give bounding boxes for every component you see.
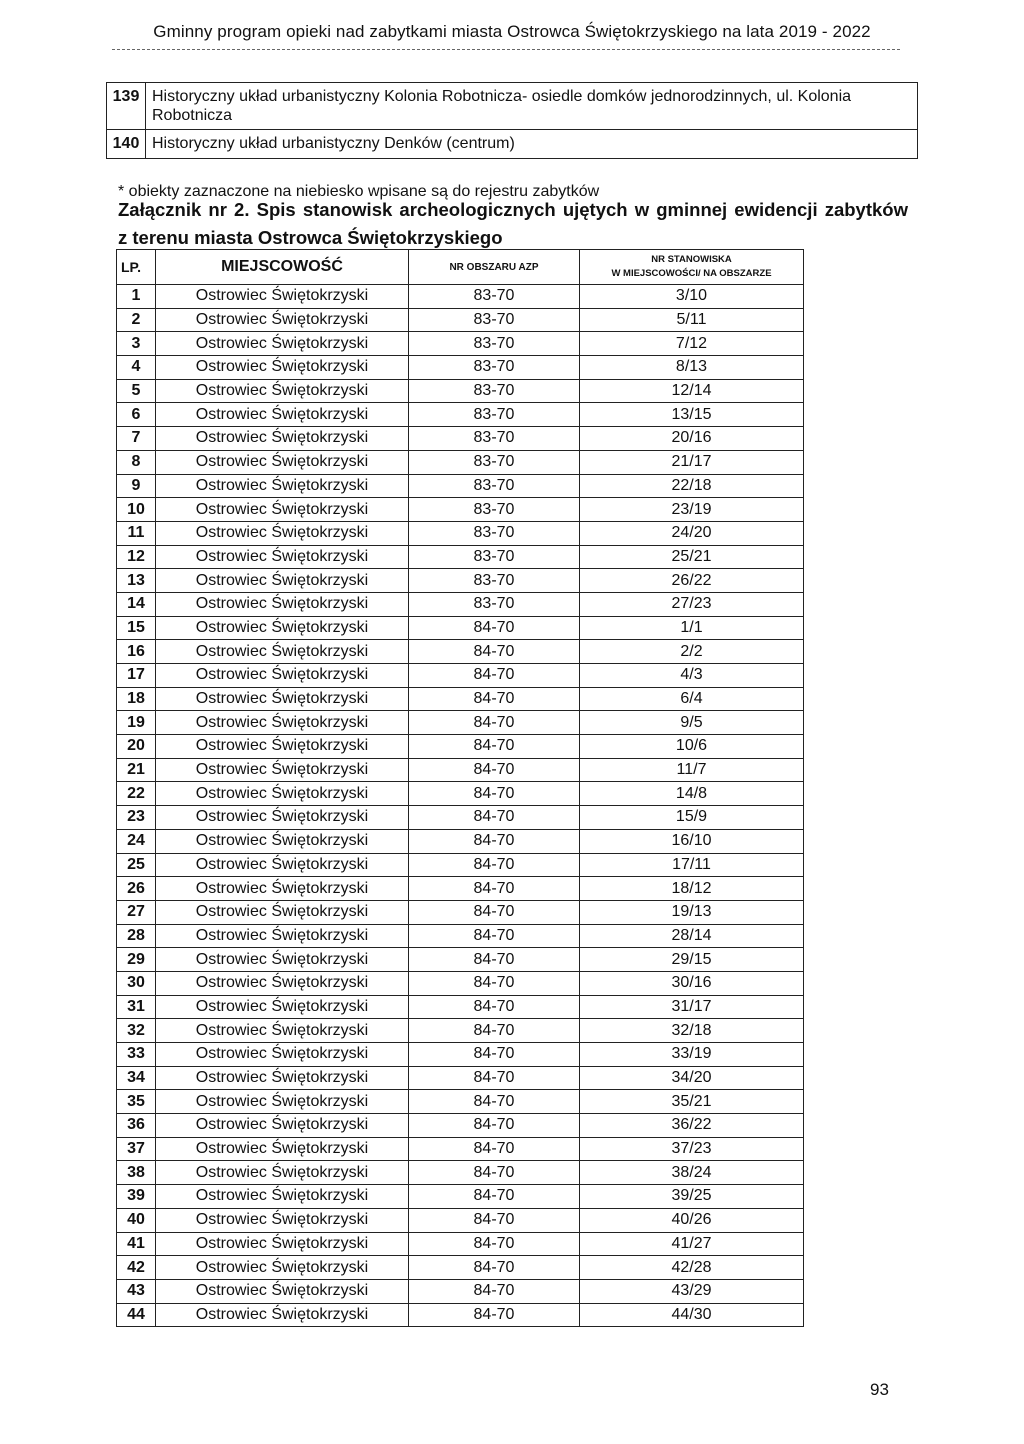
cell-lp: 21 — [117, 758, 156, 782]
cell-site-number: 5/11 — [580, 308, 804, 332]
table-row — [117, 545, 804, 569]
annex-title — [118, 196, 908, 252]
table-row — [117, 877, 804, 901]
cell-azp-area: 84-70 — [409, 924, 580, 948]
cell-site-number: 13/15 — [580, 403, 804, 427]
cell-locality: Ostrowiec Świętokrzyski — [156, 427, 409, 451]
table-row — [117, 640, 804, 664]
table-row — [117, 806, 804, 830]
annex-title-line-2: z terenu miasta Ostrowca Świętokrzyskiego — [118, 227, 503, 248]
cell-locality: Ostrowiec Świętokrzyski — [156, 853, 409, 877]
cell-lp: 26 — [117, 877, 156, 901]
cell-locality: Ostrowiec Świętokrzyski — [156, 616, 409, 640]
annex-title-line-1: Załącznik nr 2. Spis stanowisk archeologicznych ujętych w gminnej ewidencji zabytków — [118, 199, 908, 220]
cell-site-number: 9/5 — [580, 711, 804, 735]
cell-azp-area: 84-70 — [409, 640, 580, 664]
cell-locality: Ostrowiec Świętokrzyski — [156, 498, 409, 522]
cell-lp: 30 — [117, 971, 156, 995]
table-row — [117, 758, 804, 782]
page-number: 93 — [870, 1380, 889, 1399]
table-row — [117, 1137, 804, 1161]
column-header-locality: MIEJSCOWOŚĆ — [156, 250, 409, 285]
cell-lp: 11 — [117, 521, 156, 545]
cell-azp-area: 83-70 — [409, 379, 580, 403]
cell-azp-area: 84-70 — [409, 1161, 580, 1185]
cell-site-number: 20/16 — [580, 427, 804, 451]
cell-locality: Ostrowiec Świętokrzyski — [156, 1090, 409, 1114]
table-row — [117, 924, 804, 948]
cell-azp-area: 84-70 — [409, 853, 580, 877]
cell-lp: 6 — [117, 403, 156, 427]
cell-azp-area: 84-70 — [409, 877, 580, 901]
cell-locality: Ostrowiec Świętokrzyski — [156, 356, 409, 380]
cell-lp: 14 — [117, 592, 156, 616]
cell-lp: 19 — [117, 711, 156, 735]
cell-lp: 40 — [117, 1208, 156, 1232]
table-row — [117, 308, 804, 332]
cell-azp-area: 84-70 — [409, 1185, 580, 1209]
table-row — [117, 403, 804, 427]
cell-lp: 39 — [117, 1185, 156, 1209]
cell-locality: Ostrowiec Świętokrzyski — [156, 758, 409, 782]
cell-azp-area: 83-70 — [409, 474, 580, 498]
cell-site-number: 31/17 — [580, 995, 804, 1019]
cell-lp: 5 — [117, 379, 156, 403]
cell-site-number: 15/9 — [580, 806, 804, 830]
cell-lp: 31 — [117, 995, 156, 1019]
cell-azp-area: 84-70 — [409, 758, 580, 782]
cell-site-number: 36/22 — [580, 1114, 804, 1138]
cell-locality: Ostrowiec Świętokrzyski — [156, 1114, 409, 1138]
cell-site-number: 29/15 — [580, 948, 804, 972]
row-number: 140 — [107, 130, 146, 159]
cell-azp-area: 83-70 — [409, 285, 580, 309]
table-row — [117, 1256, 804, 1280]
cell-azp-area: 84-70 — [409, 1208, 580, 1232]
cell-locality: Ostrowiec Świętokrzyski — [156, 1208, 409, 1232]
cell-azp-area: 83-70 — [409, 427, 580, 451]
cell-locality: Ostrowiec Świętokrzyski — [156, 782, 409, 806]
cell-lp: 15 — [117, 616, 156, 640]
cell-locality: Ostrowiec Świętokrzyski — [156, 1043, 409, 1067]
cell-locality: Ostrowiec Świętokrzyski — [156, 474, 409, 498]
cell-lp: 37 — [117, 1137, 156, 1161]
cell-site-number: 30/16 — [580, 971, 804, 995]
cell-lp: 28 — [117, 924, 156, 948]
cell-site-number: 32/18 — [580, 1019, 804, 1043]
table-row — [117, 450, 804, 474]
table-row — [117, 687, 804, 711]
cell-site-number: 27/23 — [580, 592, 804, 616]
cell-site-number: 35/21 — [580, 1090, 804, 1114]
cell-lp: 4 — [117, 356, 156, 380]
cell-lp: 43 — [117, 1279, 156, 1303]
cell-locality: Ostrowiec Świętokrzyski — [156, 285, 409, 309]
cell-lp: 23 — [117, 806, 156, 830]
cell-azp-area: 84-70 — [409, 829, 580, 853]
cell-lp: 25 — [117, 853, 156, 877]
cell-site-number: 24/20 — [580, 521, 804, 545]
cell-site-number: 42/28 — [580, 1256, 804, 1280]
cell-locality: Ostrowiec Świętokrzyski — [156, 1256, 409, 1280]
cell-lp: 24 — [117, 829, 156, 853]
cell-locality: Ostrowiec Świętokrzyski — [156, 735, 409, 759]
cell-locality: Ostrowiec Świętokrzyski — [156, 308, 409, 332]
cell-lp: 8 — [117, 450, 156, 474]
cell-locality: Ostrowiec Świętokrzyski — [156, 1279, 409, 1303]
table-row — [117, 735, 804, 759]
table-row — [117, 1114, 804, 1138]
cell-azp-area: 84-70 — [409, 1279, 580, 1303]
cell-locality: Ostrowiec Świętokrzyski — [156, 971, 409, 995]
cell-locality: Ostrowiec Świętokrzyski — [156, 664, 409, 688]
table-row — [117, 569, 804, 593]
cell-locality: Ostrowiec Świętokrzyski — [156, 1185, 409, 1209]
cell-lp: 42 — [117, 1256, 156, 1280]
cell-locality: Ostrowiec Świętokrzyski — [156, 948, 409, 972]
cell-lp: 17 — [117, 664, 156, 688]
cell-site-number: 11/7 — [580, 758, 804, 782]
table-row — [117, 379, 804, 403]
table-row — [117, 616, 804, 640]
table-row — [117, 948, 804, 972]
cell-lp: 1 — [117, 285, 156, 309]
cell-azp-area: 84-70 — [409, 1043, 580, 1067]
header-divider — [112, 49, 900, 50]
cell-lp: 36 — [117, 1114, 156, 1138]
cell-site-number: 4/3 — [580, 664, 804, 688]
cell-site-number: 12/14 — [580, 379, 804, 403]
cell-azp-area: 84-70 — [409, 1019, 580, 1043]
cell-site-number: 10/6 — [580, 735, 804, 759]
archaeological-sites-table — [116, 249, 804, 1327]
cell-locality: Ostrowiec Świętokrzyski — [156, 332, 409, 356]
cell-lp: 33 — [117, 1043, 156, 1067]
cell-locality: Ostrowiec Świętokrzyski — [156, 1232, 409, 1256]
cell-locality: Ostrowiec Świętokrzyski — [156, 687, 409, 711]
table-row — [117, 592, 804, 616]
cell-locality: Ostrowiec Świętokrzyski — [156, 450, 409, 474]
table-row — [117, 427, 804, 451]
table-row — [117, 829, 804, 853]
table-row — [117, 498, 804, 522]
cell-locality: Ostrowiec Świętokrzyski — [156, 569, 409, 593]
cell-site-number: 19/13 — [580, 900, 804, 924]
cell-lp: 35 — [117, 1090, 156, 1114]
cell-locality: Ostrowiec Świętokrzyski — [156, 640, 409, 664]
cell-locality: Ostrowiec Świętokrzyski — [156, 545, 409, 569]
cell-site-number: 28/14 — [580, 924, 804, 948]
cell-lp: 34 — [117, 1066, 156, 1090]
cell-site-number: 37/23 — [580, 1137, 804, 1161]
cell-azp-area: 84-70 — [409, 735, 580, 759]
cell-site-number: 14/8 — [580, 782, 804, 806]
cell-site-number: 17/11 — [580, 853, 804, 877]
cell-lp: 13 — [117, 569, 156, 593]
table-row — [107, 83, 918, 130]
cell-site-number: 1/1 — [580, 616, 804, 640]
table-row — [117, 1303, 804, 1327]
cell-azp-area: 83-70 — [409, 569, 580, 593]
table-row — [117, 1066, 804, 1090]
table-row — [117, 474, 804, 498]
cell-site-number: 6/4 — [580, 687, 804, 711]
cell-lp: 32 — [117, 1019, 156, 1043]
cell-site-number: 22/18 — [580, 474, 804, 498]
page-header: Gminny program opieki nad zabytkami miasta Ostrowca Świętokrzyskiego na lata 2019 - 2022 — [153, 22, 871, 41]
cell-site-number: 2/2 — [580, 640, 804, 664]
site-header-line-2: W MIEJSCOWOŚCI/ NA OBSZARZE — [611, 268, 772, 279]
cell-lp: 44 — [117, 1303, 156, 1327]
cell-azp-area: 84-70 — [409, 1090, 580, 1114]
cell-site-number: 26/22 — [580, 569, 804, 593]
row-description: Historyczny układ urbanistyczny Kolonia Robotnicza- osiedle domków jednorodzinnych, ul. Kolonia Robotnicza — [146, 83, 918, 130]
cell-lp: 10 — [117, 498, 156, 522]
cell-azp-area: 83-70 — [409, 498, 580, 522]
cell-locality: Ostrowiec Świętokrzyski — [156, 900, 409, 924]
cell-azp-area: 83-70 — [409, 356, 580, 380]
cell-locality: Ostrowiec Świętokrzyski — [156, 1066, 409, 1090]
cell-locality: Ostrowiec Świętokrzyski — [156, 877, 409, 901]
cell-site-number: 41/27 — [580, 1232, 804, 1256]
row-number: 139 — [107, 83, 146, 130]
cell-lp: 38 — [117, 1161, 156, 1185]
cell-azp-area: 84-70 — [409, 1114, 580, 1138]
cell-site-number: 40/26 — [580, 1208, 804, 1232]
cell-azp-area: 84-70 — [409, 806, 580, 830]
cell-site-number: 25/21 — [580, 545, 804, 569]
cell-locality: Ostrowiec Świętokrzyski — [156, 924, 409, 948]
cell-locality: Ostrowiec Świętokrzyski — [156, 1137, 409, 1161]
footnote: * obiekty zaznaczone na niebiesko wpisane są do rejestru zabytków — [118, 183, 600, 200]
cell-site-number: 16/10 — [580, 829, 804, 853]
cell-azp-area: 84-70 — [409, 971, 580, 995]
cell-locality: Ostrowiec Świętokrzyski — [156, 995, 409, 1019]
cell-lp: 29 — [117, 948, 156, 972]
table-body — [117, 285, 804, 1327]
table-row — [117, 1208, 804, 1232]
cell-site-number: 43/29 — [580, 1279, 804, 1303]
cell-lp: 3 — [117, 332, 156, 356]
cell-azp-area: 83-70 — [409, 308, 580, 332]
cell-azp-area: 84-70 — [409, 1256, 580, 1280]
table-row — [117, 1279, 804, 1303]
cell-site-number: 34/20 — [580, 1066, 804, 1090]
table-row — [117, 853, 804, 877]
table-row — [117, 664, 804, 688]
cell-azp-area: 83-70 — [409, 545, 580, 569]
cell-azp-area: 84-70 — [409, 995, 580, 1019]
cell-lp: 22 — [117, 782, 156, 806]
cell-azp-area: 84-70 — [409, 664, 580, 688]
table-row — [117, 711, 804, 735]
table-row — [117, 1161, 804, 1185]
table-row — [117, 1185, 804, 1209]
table-header-row — [117, 250, 804, 285]
cell-site-number: 7/12 — [580, 332, 804, 356]
cell-azp-area: 83-70 — [409, 592, 580, 616]
table-row — [117, 782, 804, 806]
cell-locality: Ostrowiec Świętokrzyski — [156, 1019, 409, 1043]
table-row — [117, 1090, 804, 1114]
table-row — [117, 971, 804, 995]
cell-site-number: 3/10 — [580, 285, 804, 309]
cell-lp: 16 — [117, 640, 156, 664]
table-row — [117, 521, 804, 545]
cell-locality: Ostrowiec Świętokrzyski — [156, 592, 409, 616]
column-header-site-number — [580, 250, 804, 285]
cell-site-number: 21/17 — [580, 450, 804, 474]
cell-site-number: 39/25 — [580, 1185, 804, 1209]
cell-azp-area: 84-70 — [409, 948, 580, 972]
cell-azp-area: 84-70 — [409, 1232, 580, 1256]
cell-site-number: 33/19 — [580, 1043, 804, 1067]
cell-site-number: 44/30 — [580, 1303, 804, 1327]
table-row — [117, 356, 804, 380]
cell-azp-area: 84-70 — [409, 687, 580, 711]
table-row — [117, 900, 804, 924]
cell-azp-area: 84-70 — [409, 1066, 580, 1090]
cell-azp-area: 83-70 — [409, 521, 580, 545]
monuments-table-continued — [106, 82, 918, 159]
column-header-lp: LP. — [117, 250, 156, 285]
cell-lp: 20 — [117, 735, 156, 759]
cell-azp-area: 84-70 — [409, 1137, 580, 1161]
cell-locality: Ostrowiec Świętokrzyski — [156, 521, 409, 545]
cell-site-number: 38/24 — [580, 1161, 804, 1185]
cell-azp-area: 84-70 — [409, 1303, 580, 1327]
cell-site-number: 8/13 — [580, 356, 804, 380]
table-row — [117, 995, 804, 1019]
cell-azp-area: 83-70 — [409, 332, 580, 356]
cell-locality: Ostrowiec Świętokrzyski — [156, 379, 409, 403]
cell-locality: Ostrowiec Świętokrzyski — [156, 1303, 409, 1327]
cell-lp: 2 — [117, 308, 156, 332]
cell-locality: Ostrowiec Świętokrzyski — [156, 403, 409, 427]
cell-lp: 18 — [117, 687, 156, 711]
table-row — [117, 1043, 804, 1067]
cell-locality: Ostrowiec Świętokrzyski — [156, 806, 409, 830]
table-row — [117, 1019, 804, 1043]
cell-site-number: 18/12 — [580, 877, 804, 901]
cell-locality: Ostrowiec Świętokrzyski — [156, 1161, 409, 1185]
table-row — [117, 285, 804, 309]
cell-azp-area: 84-70 — [409, 900, 580, 924]
cell-lp: 41 — [117, 1232, 156, 1256]
cell-lp: 12 — [117, 545, 156, 569]
column-header-azp-area: NR OBSZARU AZP — [409, 250, 580, 285]
cell-lp: 9 — [117, 474, 156, 498]
cell-azp-area: 84-70 — [409, 782, 580, 806]
cell-locality: Ostrowiec Świętokrzyski — [156, 711, 409, 735]
site-header-line-1: NR STANOWISKA — [651, 254, 732, 265]
row-description: Historyczny układ urbanistyczny Denków (centrum) — [146, 130, 918, 159]
cell-azp-area: 83-70 — [409, 403, 580, 427]
cell-lp: 27 — [117, 900, 156, 924]
cell-site-number: 23/19 — [580, 498, 804, 522]
cell-azp-area: 84-70 — [409, 616, 580, 640]
cell-lp: 7 — [117, 427, 156, 451]
table-row — [117, 332, 804, 356]
table-row — [117, 1232, 804, 1256]
cell-locality: Ostrowiec Świętokrzyski — [156, 829, 409, 853]
cell-azp-area: 84-70 — [409, 711, 580, 735]
table-row — [107, 130, 918, 159]
cell-azp-area: 83-70 — [409, 450, 580, 474]
